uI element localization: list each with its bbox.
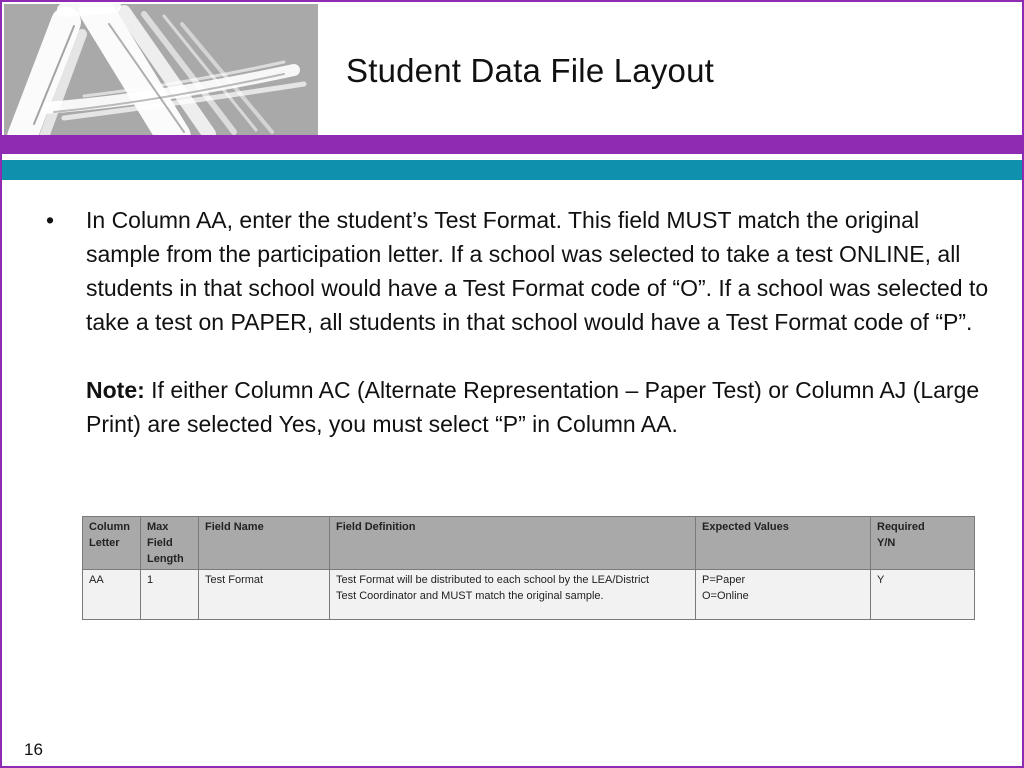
bullet-text: In Column AA, enter the student’s Test Format. This field MUST match the original sample from the participation letter. If a school was selected to take a test ONLINE, all students in that school would have a Test Format code of “O”. If a school was selected to take a test on PAPER, all students in that school would have a Test Format code of “P”. [86,207,989,335]
cell-max-field-length: 1 [141,570,199,620]
cell-column-letter: AA [83,570,141,620]
brush-letter-a-logo [4,4,318,137]
header-max-field-length: Max Field Length [141,517,199,570]
cell-required: Y [871,570,975,620]
header-band-teal [2,160,1022,180]
header-expected-values: Expected Values [696,517,871,570]
cell-field-name: Test Format [199,570,330,620]
page-number: 16 [24,740,43,759]
header-band-purple [2,135,1022,154]
note-paragraph [46,373,996,441]
note-text: If either Column AC (Alternate Representation – Paper Test) or Column AJ (Large Print) are selected Yes, you must select “P” in Column AA. [86,377,980,437]
header-column-letter: Column Letter [83,517,141,570]
header-field-definition: Field Definition [330,517,696,570]
slide-title: Student Data File Layout [346,52,715,89]
body-content [46,203,996,441]
table-row [83,570,975,620]
cell-field-definition: Test Format will be distributed to each school by the LEA/District Test Coordinator and MUST match the original sample. [330,570,696,620]
field-layout-table [82,516,975,620]
note-label: Note: [86,377,145,403]
table-header-row [83,517,975,570]
header-field-name: Field Name [199,517,330,570]
bullet-dot-icon: • [46,207,55,233]
bullet-item [46,203,996,339]
cell-expected-values: P=Paper O=Online [696,570,871,620]
header-required: Required Y/N [871,517,975,570]
